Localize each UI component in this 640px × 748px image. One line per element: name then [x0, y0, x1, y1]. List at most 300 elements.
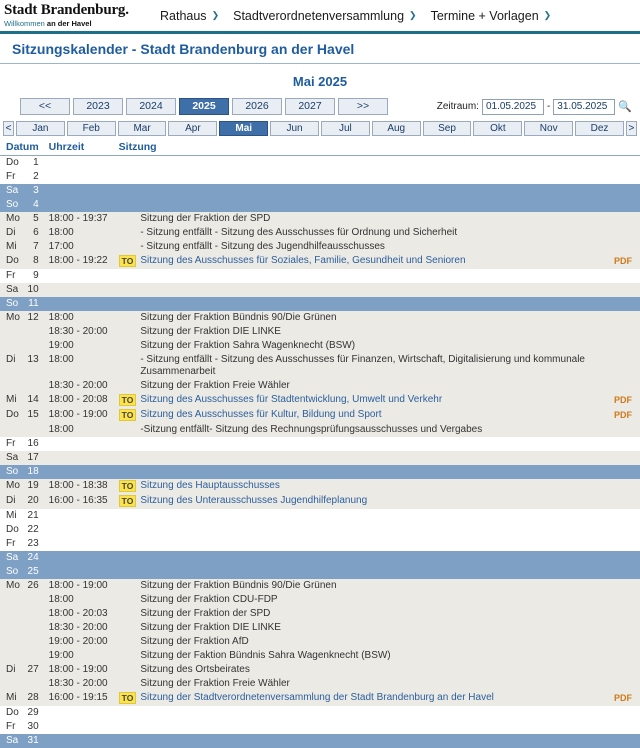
cell-sitzung: Sitzung der Fraktion Bündnis 90/Die Grünen [138, 311, 610, 325]
cell-pdf [610, 269, 640, 283]
cell-daynumber: 14 [24, 393, 41, 408]
cell-pdf [610, 691, 640, 706]
table-row [0, 353, 640, 379]
cell-sitzung [138, 437, 610, 451]
pdf-download-link[interactable]: PDF [614, 693, 632, 703]
cell-pdf [610, 423, 640, 437]
cell-pdf [610, 479, 640, 494]
table-row [0, 269, 640, 283]
table-row [0, 198, 640, 212]
prev-month-button[interactable]: < [3, 121, 14, 136]
cell-sitzung [138, 565, 610, 579]
month-button-jun[interactable]: Jun [270, 121, 319, 136]
cell-daynumber [24, 325, 41, 339]
cell-sitzung: Sitzung der Fraktion Freie Wähler [138, 677, 610, 691]
cell-tagesordnung [117, 184, 139, 198]
cell-daynumber: 21 [24, 509, 41, 523]
sitzung-link[interactable]: Sitzung des Ausschusses für Kultur, Bildung und Sport [140, 409, 381, 420]
table-row [0, 240, 640, 254]
year-button-2024[interactable]: 2024 [126, 98, 176, 115]
cell-tagesordnung [117, 408, 139, 423]
cell-sitzung: -Sitzung entfällt- Sitzung des Rechnungsprüfungsausschusses und Vergabes [138, 423, 610, 437]
tagesordnung-badge[interactable]: TO [119, 495, 137, 507]
cell-pdf [610, 607, 640, 621]
cell-uhrzeit: 18:30 - 20:00 [41, 379, 117, 393]
table-row [0, 523, 640, 537]
cell-sitzung: Sitzung der Fraktion DIE LINKE [138, 325, 610, 339]
cell-sitzung: - Sitzung entfällt - Sitzung des Ausschusses für Finanzen, Wirtschaft, Digitalisierung und kommunale Zusammenarbeit [138, 353, 610, 379]
cell-daynumber [24, 339, 41, 353]
pdf-download-link[interactable]: PDF [614, 256, 632, 266]
cell-pdf [610, 663, 640, 677]
cell-pdf [610, 240, 640, 254]
cell-tagesordnung [117, 240, 139, 254]
cell-sitzung [138, 537, 610, 551]
cell-weekday: Fr [0, 269, 24, 283]
cell-uhrzeit: 16:00 - 16:35 [41, 494, 117, 509]
cell-pdf [610, 170, 640, 184]
cell-weekday: Sa [0, 451, 24, 465]
table-header-row [0, 140, 640, 156]
cell-uhrzeit: 18:00 - 19:22 [41, 254, 117, 269]
table-row [0, 479, 640, 494]
cell-daynumber: 17 [24, 451, 41, 465]
sitzung-link[interactable]: Sitzung des Ausschusses für Soziales, Familie, Gesundheit und Senioren [140, 255, 465, 266]
cell-weekday: Fr [0, 720, 24, 734]
cell-tagesordnung [117, 509, 139, 523]
cell-uhrzeit: 19:00 - 20:00 [41, 635, 117, 649]
cell-daynumber: 12 [24, 311, 41, 325]
cell-tagesordnung [117, 579, 139, 593]
cell-uhrzeit [41, 565, 117, 579]
cell-weekday [0, 607, 24, 621]
cell-daynumber: 25 [24, 565, 41, 579]
cell-pdf [610, 451, 640, 465]
nav-item-rathaus-label: Rathaus [160, 9, 207, 23]
cell-pdf [610, 226, 640, 240]
cell-daynumber: 9 [24, 269, 41, 283]
cell-sitzung: Sitzung der Fraktion Sahra Wagenknecht (BSW) [138, 339, 610, 353]
cell-weekday: Di [0, 226, 24, 240]
cell-sitzung [138, 523, 610, 537]
cell-pdf [610, 283, 640, 297]
cell-pdf [610, 734, 640, 748]
cell-tagesordnung [117, 170, 139, 184]
year-selector [0, 98, 640, 121]
cell-uhrzeit [41, 509, 117, 523]
cell-weekday: Fr [0, 170, 24, 184]
cell-sitzung [138, 451, 610, 465]
cell-weekday [0, 649, 24, 663]
year-button-2027[interactable]: 2027 [285, 98, 335, 115]
cell-tagesordnung [117, 283, 139, 297]
cell-uhrzeit [41, 734, 117, 748]
cell-tagesordnung [117, 593, 139, 607]
cell-uhrzeit [41, 156, 117, 171]
cell-sitzung [138, 297, 610, 311]
cell-sitzung [138, 734, 610, 748]
month-button-mai[interactable]: Mai [219, 121, 268, 136]
cell-pdf [610, 593, 640, 607]
cell-daynumber: 27 [24, 663, 41, 677]
cell-pdf [610, 621, 640, 635]
cell-tagesordnung [117, 423, 139, 437]
date-to-input[interactable] [553, 99, 615, 115]
cell-pdf [610, 393, 640, 408]
cell-tagesordnung [117, 465, 139, 479]
nav-item-stadtverordnetenversammlung-label: Stadtverordnetenversammlung [233, 9, 404, 23]
tagesordnung-badge[interactable]: TO [119, 480, 137, 492]
table-row [0, 621, 640, 635]
table-row [0, 649, 640, 663]
month-button-aug[interactable]: Aug [372, 121, 421, 136]
cell-weekday [0, 677, 24, 691]
site-header [0, 0, 640, 34]
table-row [0, 663, 640, 677]
year-button-2025[interactable]: 2025 [179, 98, 229, 115]
cell-sitzung [138, 184, 610, 198]
cell-daynumber: 5 [24, 212, 41, 226]
table-row [0, 170, 640, 184]
cell-uhrzeit: 18:00 [41, 353, 117, 379]
table-row [0, 579, 640, 593]
cell-sitzung: Sitzung der Fraktion der SPD [138, 607, 610, 621]
cell-pdf [610, 339, 640, 353]
cell-tagesordnung [117, 706, 139, 720]
cell-weekday: Mo [0, 579, 24, 593]
cell-pdf [610, 311, 640, 325]
table-row [0, 325, 640, 339]
cell-sitzung [138, 706, 610, 720]
cell-weekday: So [0, 297, 24, 311]
cell-tagesordnung [117, 212, 139, 226]
cell-sitzung: Sitzung der Fraktion CDU-FDP [138, 593, 610, 607]
cell-weekday: Di [0, 663, 24, 677]
cell-uhrzeit: 18:00 - 20:03 [41, 607, 117, 621]
cell-tagesordnung [117, 451, 139, 465]
table-row [0, 184, 640, 198]
cell-sitzung: Sitzung der Fraktion AfD [138, 635, 610, 649]
table-row [0, 720, 640, 734]
cell-weekday [0, 423, 24, 437]
month-button-feb[interactable]: Feb [67, 121, 116, 136]
cell-tagesordnung [117, 551, 139, 565]
cell-uhrzeit [41, 297, 117, 311]
month-button-sep[interactable]: Sep [423, 121, 472, 136]
sitzung-link[interactable]: Sitzung des Hauptausschusses [140, 480, 280, 491]
table-row [0, 297, 640, 311]
cell-pdf [610, 437, 640, 451]
cell-uhrzeit: 18:00 - 19:00 [41, 663, 117, 677]
sitzungskalender [0, 64, 640, 748]
site-logo[interactable] [4, 3, 154, 28]
column-header-uhrzeit: Uhrzeit [41, 140, 117, 156]
cell-tagesordnung [117, 311, 139, 325]
cell-daynumber [24, 649, 41, 663]
cell-uhrzeit: 18:00 - 19:00 [41, 579, 117, 593]
table-row [0, 691, 640, 706]
date-from-input[interactable] [482, 99, 544, 115]
table-row [0, 465, 640, 479]
cell-uhrzeit: 18:00 - 18:38 [41, 479, 117, 494]
table-row [0, 393, 640, 408]
cell-daynumber: 11 [24, 297, 41, 311]
cell-uhrzeit [41, 184, 117, 198]
cell-uhrzeit [41, 706, 117, 720]
cell-pdf [610, 212, 640, 226]
cell-tagesordnung [117, 156, 139, 171]
cell-tagesordnung [117, 325, 139, 339]
cell-daynumber: 8 [24, 254, 41, 269]
column-header-sitzung: Sitzung [117, 140, 640, 156]
cell-daynumber: 28 [24, 691, 41, 706]
cell-uhrzeit: 18:30 - 20:00 [41, 621, 117, 635]
chevron-right-icon: ❯ [544, 10, 552, 21]
cell-tagesordnung [117, 537, 139, 551]
date-range-label: Zeitraum: [437, 101, 479, 112]
cell-sitzung [138, 551, 610, 565]
cell-weekday: Mi [0, 691, 24, 706]
table-row [0, 311, 640, 325]
cell-uhrzeit: 18:00 - 19:37 [41, 212, 117, 226]
table-body [0, 156, 640, 748]
cell-sitzung: - Sitzung entfällt - Sitzung des Ausschusses für Ordnung und Sicherheit [138, 226, 610, 240]
cell-daynumber: 30 [24, 720, 41, 734]
cell-tagesordnung [117, 198, 139, 212]
cell-sitzung [138, 254, 610, 269]
cell-pdf [610, 379, 640, 393]
cell-tagesordnung [117, 226, 139, 240]
cell-daynumber: 4 [24, 198, 41, 212]
cell-uhrzeit: 18:00 - 19:00 [41, 408, 117, 423]
chevron-right-icon: ❯ [409, 10, 417, 21]
cell-weekday: Mi [0, 509, 24, 523]
table-row [0, 379, 640, 393]
date-range-filter [437, 99, 632, 115]
cell-sitzung: Sitzung der Fraktion der SPD [138, 212, 610, 226]
sitzung-link[interactable]: Sitzung der Stadtverordnetenversammlung der Stadt Brandenburg an der Havel [140, 692, 494, 703]
cell-tagesordnung [117, 393, 139, 408]
table-row [0, 551, 640, 565]
cell-daynumber [24, 677, 41, 691]
cell-sitzung [138, 720, 610, 734]
cell-pdf [610, 720, 640, 734]
cell-sitzung [138, 465, 610, 479]
sitzungen-table [0, 140, 640, 748]
cell-pdf [610, 537, 640, 551]
cell-daynumber: 16 [24, 437, 41, 451]
month-button-nov[interactable]: Nov [524, 121, 573, 136]
cell-weekday: So [0, 198, 24, 212]
cell-pdf [610, 565, 640, 579]
cell-tagesordnung [117, 635, 139, 649]
cell-tagesordnung [117, 523, 139, 537]
cell-pdf [610, 579, 640, 593]
cell-daynumber: 29 [24, 706, 41, 720]
cell-sitzung [138, 509, 610, 523]
tagesordnung-badge[interactable]: TO [119, 409, 137, 421]
cell-daynumber: 2 [24, 170, 41, 184]
table-row [0, 537, 640, 551]
next-month-button[interactable]: > [626, 121, 637, 136]
table-row [0, 339, 640, 353]
cell-weekday: Sa [0, 551, 24, 565]
cell-uhrzeit [41, 283, 117, 297]
cell-uhrzeit: 18:00 [41, 593, 117, 607]
month-button-jan[interactable]: Jan [16, 121, 65, 136]
cell-pdf [610, 254, 640, 269]
table-row [0, 706, 640, 720]
cell-tagesordnung [117, 565, 139, 579]
sitzung-link[interactable]: Sitzung des Ausschusses für Stadtentwicklung, Umwelt und Verkehr [140, 394, 442, 405]
cell-sitzung [138, 494, 610, 509]
cell-pdf [610, 509, 640, 523]
tagesordnung-badge[interactable]: TO [119, 692, 137, 704]
cell-pdf [610, 523, 640, 537]
cell-tagesordnung [117, 269, 139, 283]
cell-tagesordnung [117, 297, 139, 311]
table-row [0, 593, 640, 607]
cell-tagesordnung [117, 734, 139, 748]
month-title: Mai 2025 [0, 64, 640, 98]
cell-tagesordnung [117, 663, 139, 677]
cell-uhrzeit [41, 170, 117, 184]
tagesordnung-badge[interactable]: TO [119, 255, 137, 267]
cell-uhrzeit: 18:30 - 20:00 [41, 325, 117, 339]
year-button-2023[interactable]: 2023 [73, 98, 123, 115]
cell-sitzung [138, 479, 610, 494]
cell-pdf [610, 649, 640, 663]
cell-daynumber: 20 [24, 494, 41, 509]
cell-uhrzeit: 16:00 - 19:15 [41, 691, 117, 706]
cell-pdf [610, 706, 640, 720]
cell-pdf [610, 465, 640, 479]
cell-daynumber [24, 423, 41, 437]
cell-uhrzeit: 18:30 - 20:00 [41, 677, 117, 691]
tagesordnung-badge[interactable]: TO [119, 394, 137, 406]
cell-sitzung [138, 269, 610, 283]
cell-daynumber [24, 379, 41, 393]
cell-uhrzeit [41, 551, 117, 565]
pdf-download-link[interactable]: PDF [614, 410, 632, 420]
cell-weekday: So [0, 465, 24, 479]
column-header-datum: Datum [0, 140, 41, 156]
cell-uhrzeit: 18:00 [41, 311, 117, 325]
page-title: Sitzungskalender - Stadt Brandenburg an der Havel [0, 34, 640, 64]
cell-tagesordnung [117, 339, 139, 353]
cell-daynumber: 24 [24, 551, 41, 565]
cell-pdf [610, 551, 640, 565]
month-button-mar[interactable]: Mar [118, 121, 167, 136]
cell-daynumber [24, 635, 41, 649]
chevron-right-icon: ❯ [212, 10, 220, 21]
cell-weekday: Mi [0, 393, 24, 408]
cell-sitzung: Sitzung der Faktion Bündnis Sahra Wagenknecht (BSW) [138, 649, 610, 663]
cell-weekday: Do [0, 254, 24, 269]
prev-years-button[interactable]: << [20, 98, 70, 115]
cell-daynumber [24, 593, 41, 607]
cell-uhrzeit: 18:00 - 20:08 [41, 393, 117, 408]
cell-tagesordnung [117, 621, 139, 635]
table-row [0, 423, 640, 437]
cell-weekday: Mi [0, 240, 24, 254]
cell-uhrzeit [41, 465, 117, 479]
table-row [0, 212, 640, 226]
next-years-button[interactable]: >> [338, 98, 388, 115]
month-button-dez[interactable]: Dez [575, 121, 624, 136]
nav-item-termine-vorlagen[interactable] [431, 9, 552, 23]
month-button-okt[interactable]: Okt [473, 121, 522, 136]
cell-tagesordnung [117, 720, 139, 734]
cell-uhrzeit [41, 451, 117, 465]
cell-tagesordnung [117, 353, 139, 379]
logo-subtitle [4, 19, 154, 28]
nav-item-termine-vorlagen-label: Termine + Vorlagen [431, 9, 539, 23]
table-row [0, 156, 640, 171]
table-row [0, 494, 640, 509]
table-row [0, 509, 640, 523]
cell-sitzung [138, 283, 610, 297]
table-row [0, 408, 640, 423]
cell-daynumber: 19 [24, 479, 41, 494]
sitzung-link[interactable]: Sitzung des Unterausschusses Jugendhilfeplanung [140, 495, 367, 506]
month-button-apr[interactable]: Apr [168, 121, 217, 136]
cell-weekday [0, 379, 24, 393]
cell-tagesordnung [117, 494, 139, 509]
nav-item-stadtverordnetenversammlung[interactable] [233, 9, 416, 23]
cell-tagesordnung [117, 379, 139, 393]
cell-sitzung: Sitzung des Ortsbeirates [138, 663, 610, 677]
cell-sitzung [138, 393, 610, 408]
cell-weekday: Do [0, 523, 24, 537]
table-row [0, 734, 640, 748]
cell-pdf [610, 408, 640, 423]
cell-weekday: Di [0, 353, 24, 379]
cell-uhrzeit [41, 537, 117, 551]
cell-weekday: Sa [0, 184, 24, 198]
cell-uhrzeit [41, 198, 117, 212]
cell-daynumber: 31 [24, 734, 41, 748]
cell-daynumber: 22 [24, 523, 41, 537]
cell-daynumber: 1 [24, 156, 41, 171]
cell-pdf [610, 156, 640, 171]
cell-pdf [610, 325, 640, 339]
cell-weekday: Do [0, 156, 24, 171]
cell-daynumber: 13 [24, 353, 41, 379]
nav-item-rathaus[interactable] [160, 9, 219, 23]
table-row [0, 451, 640, 465]
table-row [0, 607, 640, 621]
cell-sitzung: - Sitzung entfällt - Sitzung des Jugendhilfeausschusses [138, 240, 610, 254]
main-navigation [160, 9, 551, 23]
cell-daynumber: 3 [24, 184, 41, 198]
cell-weekday: Sa [0, 734, 24, 748]
cell-tagesordnung [117, 437, 139, 451]
cell-tagesordnung [117, 254, 139, 269]
logo-title: Stadt Brandenburg. [4, 3, 154, 18]
cell-uhrzeit [41, 437, 117, 451]
cell-weekday [0, 635, 24, 649]
year-button-2026[interactable]: 2026 [232, 98, 282, 115]
cell-weekday: Mo [0, 311, 24, 325]
magnifier-icon[interactable]: 🔍 [618, 100, 632, 113]
cell-tagesordnung [117, 691, 139, 706]
month-button-jul[interactable]: Jul [321, 121, 370, 136]
cell-pdf [610, 677, 640, 691]
cell-weekday [0, 339, 24, 353]
cell-tagesordnung [117, 607, 139, 621]
pdf-download-link[interactable]: PDF [614, 395, 632, 405]
